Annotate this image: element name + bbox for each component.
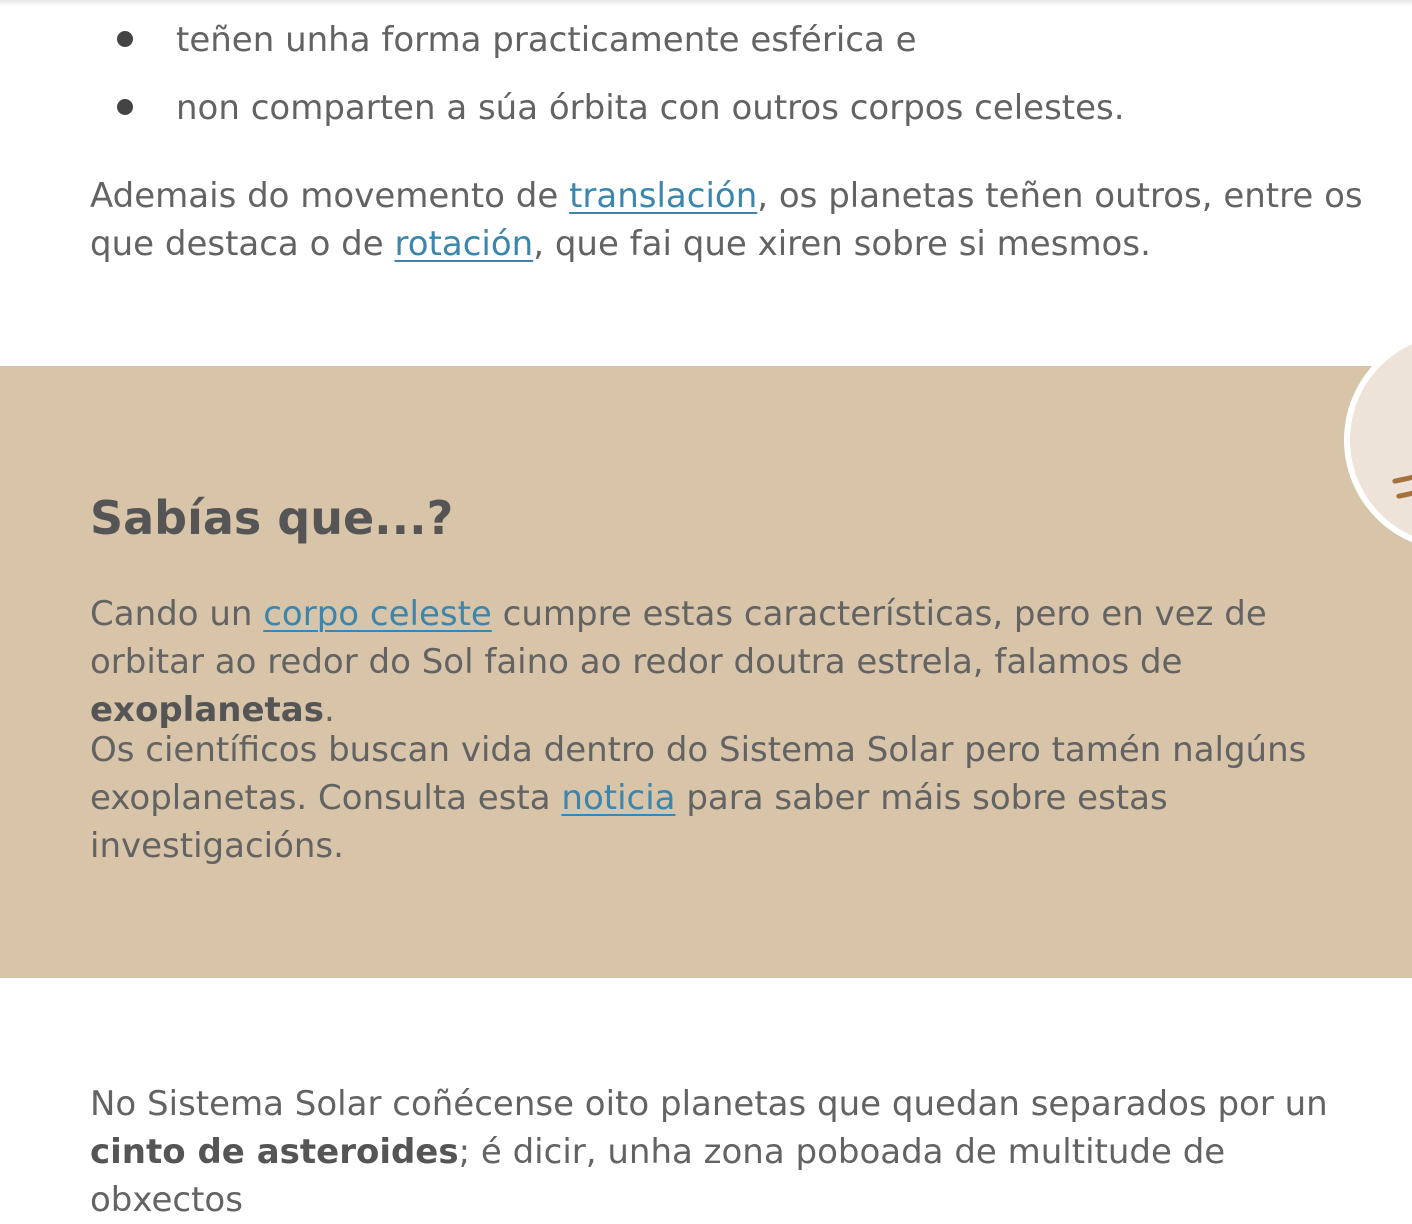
text: . [323,690,335,730]
celestial-body-link[interactable]: corpo celeste [263,594,492,634]
decoration-stroke [1396,486,1412,499]
translation-link[interactable]: translación [569,176,758,216]
decoration-stroke [1392,471,1412,484]
asteroid-belt-term: cinto de asteroides [90,1132,459,1172]
list-item [90,14,1125,82]
text: para saber máis sobre estas investigacións. [90,778,1168,866]
exoplanets-term: exoplanetas [90,690,324,730]
list-item-text: non comparten a súa órbita con outros corpos celestes. [176,88,1125,128]
bullet-dot-icon [117,31,133,47]
research-paragraph [90,726,1320,870]
text: Cando un [90,594,264,634]
list-item [90,82,1125,150]
text: Ademais do movemento de [90,176,570,216]
solar-system-paragraph [90,1080,1380,1224]
text: cumpre estas características, pero en vez de orbitar ao redor do Sol faino ao redor doutra estrela, falamos de [90,594,1267,682]
characteristics-list [90,14,1125,150]
text: ; é dicir, unha zona poboada de multitude de obxectos [90,1132,1226,1220]
text: Os científicos buscan vida dentro do Sistema Solar pero tamén nalgúns exoplanetas. Consulta esta [90,730,1307,818]
rotation-link[interactable]: rotación [394,224,534,264]
bullet-dot-icon [117,99,133,115]
exoplanets-paragraph [90,590,1380,734]
text: No Sistema Solar coñécense oito planetas que quedan separados por un [90,1084,1328,1124]
top-edge-shadow [0,0,1412,6]
list-item-text: teñen unha forma practicamente esférica e [176,20,917,60]
text: , os planetas teñen outros, entre os que destaca o de [90,176,1363,264]
text: , que fai que xiren sobre si mesmos. [533,224,1151,264]
movement-paragraph [90,172,1380,268]
callout-title: Sabías que...? [90,491,454,545]
news-link[interactable]: noticia [561,778,676,818]
